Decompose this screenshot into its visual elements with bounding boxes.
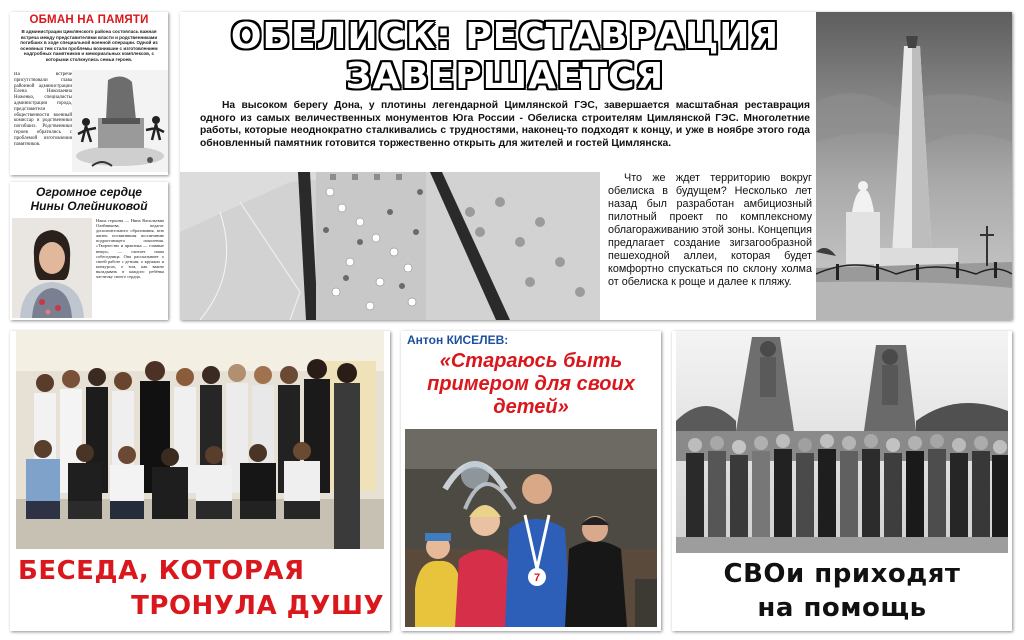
article-title-line2: на помощь xyxy=(757,593,927,623)
article-body: Наша героиня — Нина Васильевна Олейникова, педагог дополнительного образования, всю жизнь посвятившая воспитанию подрастающего поколения. «Творчество и практика — главные вещи», — считает наша собеседница. Она рассказывает о своей работе с детьми, о кружках и конкурсах, о том, как важно вкладывать в каждого ребёнка частичку своего сердца. xyxy=(96,218,164,280)
article-headline-line2: Нины Олейниковой xyxy=(30,199,148,213)
article-title-line1: БЕСЕДА, КОТОРАЯ xyxy=(18,556,305,586)
article-obman-na-pamyati[interactable] xyxy=(10,12,168,175)
park-plan-map xyxy=(180,172,600,320)
monument-illustration xyxy=(72,70,168,172)
group-photo-students xyxy=(16,331,384,549)
article-body: На встрече присутствовали глава районной администрации Елена Николаевна Ноженко, специалисты администрации города, представители общественности военный комиссар и родственники погибших. Родственники героев обратились с проблемой изготовления памятников. xyxy=(14,72,72,147)
author-first-name: Антон xyxy=(407,333,444,347)
main-column-text: Что же ждет территорию вокруг обелиска в будущем? Несколько лет назад был разработан амбициозный пилотный проект по комплексному облагораживанию этой зоны. Концепция предлагает создание зигзагообразной пешеходной аллеи, которая будет комфортно спускаться по склону холма от обелиска к роще и далее к пляжу. xyxy=(608,172,812,288)
quote-line2: примером для своих xyxy=(427,373,635,395)
quote-line3: детей» xyxy=(493,396,569,418)
article-headline: ОБМАН НА ПАМЯТИ xyxy=(29,14,149,26)
portrait-photo xyxy=(12,218,92,318)
quote-line1: «Стараюсь быть xyxy=(439,350,623,372)
article-headline-line1: Огромное сердце xyxy=(36,185,142,199)
medal-number: 7 xyxy=(533,572,541,584)
family-photo xyxy=(405,429,657,627)
article-obelisk[interactable] xyxy=(180,12,1012,320)
author-name xyxy=(407,333,508,347)
main-title-line1: ОБЕЛИСК: РЕСТАВРАЦИЯ xyxy=(230,16,780,57)
article-title-line2: ТРОНУЛА ДУШУ xyxy=(131,591,384,621)
article-title-line1: СВОи приходят xyxy=(723,559,961,589)
main-lead: На высоком берегу Дона, у плотины легендарной Цимлянской ГЭС, завершается масштабная реставрация одного из самых величественных монументов Юга России - Обелиска строителям Цимлянской ГЭС. Многолетние работы, которые неоднократно сталкивались с трудностями, наконец-то подходят к концу, и уже в ноябре этого года обновленный памятник готовится торжественно открыть для жителей и гостей Цимлянска. xyxy=(200,100,810,149)
main-title-line2: ЗАВЕРШАЕТСЯ xyxy=(345,56,665,97)
group-photo-memorial xyxy=(676,331,1008,553)
article-ogromnoe-serdtse[interactable] xyxy=(10,182,168,320)
article-beseda[interactable] xyxy=(10,331,390,631)
author-last-name: КИСЕЛЕВ: xyxy=(446,333,509,347)
article-svoi[interactable] xyxy=(672,331,1012,631)
article-kiselev[interactable] xyxy=(401,331,661,631)
article-intro: В администрации Цимлянского района состоялась важная встреча между представителями власти и родственниками погибших в ходе специальной военной операции. Одной из основных тем стали проблемы возникшие с изготовлением надгробных памятников и мемориальных комплексов, с которыми столкнулись семьи героев. xyxy=(20,29,158,62)
obelisk-photo xyxy=(816,12,1012,320)
